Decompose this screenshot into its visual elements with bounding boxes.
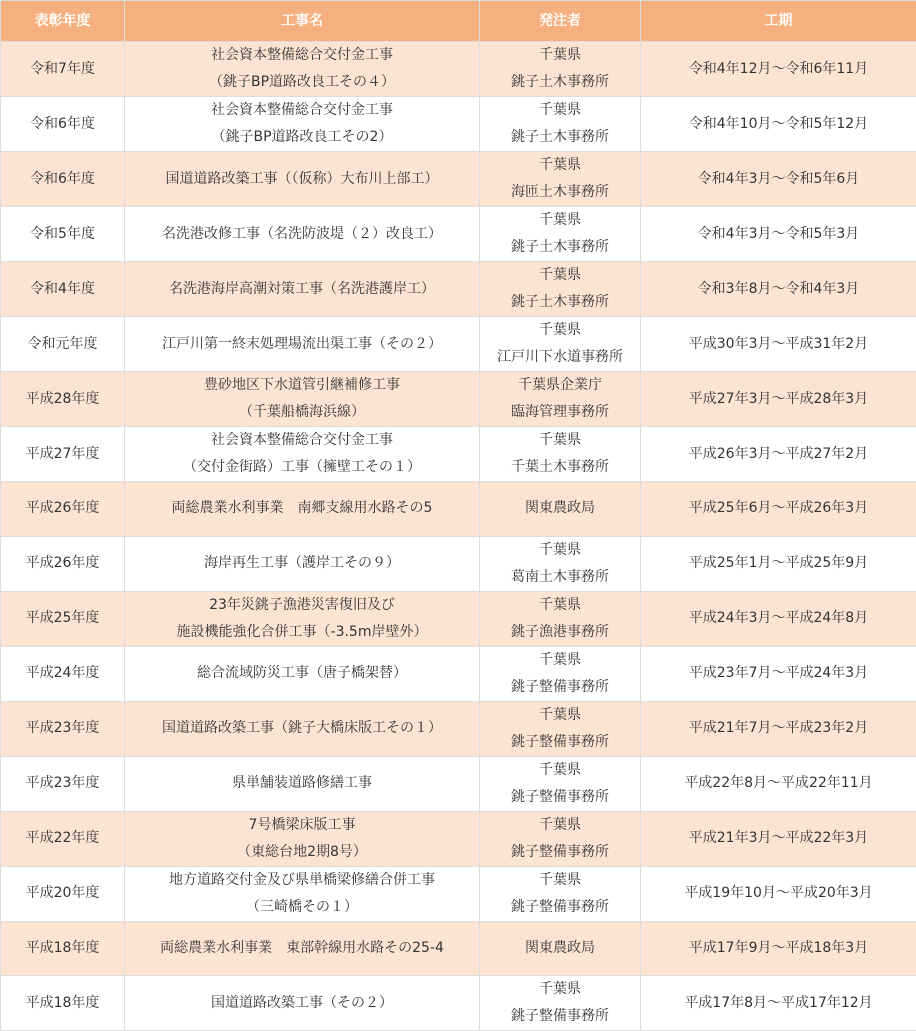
project-name-line: 国道道路改築工事（その２） <box>129 990 475 1017</box>
project-name-line: 両総農業水利事業 南郷支線用水路その5 <box>129 495 475 522</box>
project-name-line: 総合流域防災工事（唐子橋架替） <box>129 660 475 687</box>
project-name-cell <box>125 207 480 262</box>
table-row <box>1 152 916 207</box>
project-name-line: 地方道路交付金及び県単橋梁修繕合併工事 <box>129 867 475 894</box>
project-name-line: 国道道路改築工事（（仮称）大布川上部工） <box>129 166 475 193</box>
table-row <box>1 756 916 811</box>
client-cell <box>480 591 641 646</box>
client-line: 銚子土木事務所 <box>484 234 636 261</box>
project-name-cell <box>125 646 480 701</box>
client-cell <box>480 42 641 97</box>
client-line: 関東農政局 <box>484 495 636 522</box>
table-row <box>1 207 916 262</box>
client-line: 千葉県 <box>484 537 636 564</box>
client-cell <box>480 317 641 372</box>
client-line: 銚子整備事務所 <box>484 894 636 921</box>
client-cell <box>480 152 641 207</box>
client-line: 銚子整備事務所 <box>484 839 636 866</box>
table-row <box>1 427 916 482</box>
project-name-cell <box>125 756 480 811</box>
award-year-cell: 平成20年度 <box>1 866 125 921</box>
award-year-cell: 平成23年度 <box>1 701 125 756</box>
project-name-line: 国道道路改築工事（銚子大橋床版工その１） <box>129 715 475 742</box>
period-cell: 令和4年3月～令和5年3月 <box>641 207 916 262</box>
client-line: 千葉県 <box>484 97 636 124</box>
project-name-cell <box>125 317 480 372</box>
header-row <box>1 1 916 42</box>
client-line: 千葉県 <box>484 427 636 454</box>
project-name-cell <box>125 262 480 317</box>
award-year-cell: 令和5年度 <box>1 207 125 262</box>
client-cell <box>480 536 641 591</box>
award-year-cell: 平成28年度 <box>1 372 125 427</box>
period-cell: 平成23年7月～平成24年3月 <box>641 646 916 701</box>
project-name-cell <box>125 42 480 97</box>
project-name-cell <box>125 921 480 976</box>
award-year-cell: 平成18年度 <box>1 976 125 1031</box>
award-year-cell: 平成27年度 <box>1 427 125 482</box>
project-name-line: （銚子BP道路改良工その2） <box>129 124 475 151</box>
client-line: 銚子整備事務所 <box>484 674 636 701</box>
period-cell: 平成17年9月～平成18年3月 <box>641 921 916 976</box>
period-cell: 平成30年3月～平成31年2月 <box>641 317 916 372</box>
header-year: 表彰年度 <box>1 1 125 42</box>
client-line: 千葉県 <box>484 42 636 69</box>
client-line: 千葉県 <box>484 702 636 729</box>
project-name-line: （銚子BP道路改良工その４） <box>129 69 475 96</box>
client-line: 江戸川下水道事務所 <box>484 344 636 371</box>
project-name-line: 江戸川第一終末処理場流出渠工事（その２） <box>129 331 475 358</box>
project-name-cell <box>125 701 480 756</box>
client-line: 千葉土木事務所 <box>484 454 636 481</box>
project-name-cell <box>125 811 480 866</box>
project-name-cell <box>125 97 480 152</box>
project-name-line: 施設機能強化合併工事（-3.5m岸壁外） <box>129 619 475 646</box>
header-project-name: 工事名 <box>125 1 480 42</box>
project-name-line: 名洗港改修工事（名洗防波堤（２）改良工） <box>129 221 475 248</box>
project-name-cell <box>125 591 480 646</box>
period-cell: 令和4年10月～令和5年12月 <box>641 97 916 152</box>
period-cell: 平成25年1月～平成25年9月 <box>641 536 916 591</box>
client-line: 銚子整備事務所 <box>484 1003 636 1030</box>
project-name-cell <box>125 152 480 207</box>
award-year-cell: 令和6年度 <box>1 97 125 152</box>
client-line: 千葉県 <box>484 152 636 179</box>
client-cell <box>480 921 641 976</box>
client-cell <box>480 207 641 262</box>
client-cell <box>480 866 641 921</box>
client-line: 千葉県 <box>484 867 636 894</box>
client-cell <box>480 262 641 317</box>
client-line: 関東農政局 <box>484 935 636 962</box>
award-year-cell: 平成18年度 <box>1 921 125 976</box>
award-year-cell: 平成22年度 <box>1 811 125 866</box>
table-row <box>1 646 916 701</box>
client-line: 千葉県 <box>484 317 636 344</box>
table-row <box>1 811 916 866</box>
award-year-cell: 平成25年度 <box>1 591 125 646</box>
client-line: 千葉県企業庁 <box>484 372 636 399</box>
table-row <box>1 97 916 152</box>
client-line: 千葉県 <box>484 592 636 619</box>
award-year-cell: 令和元年度 <box>1 317 125 372</box>
client-line: 千葉県 <box>484 812 636 839</box>
client-line: 銚子漁港事務所 <box>484 619 636 646</box>
period-cell: 平成25年6月～平成26年3月 <box>641 482 916 537</box>
project-name-line: 海岸再生工事（護岸工その９） <box>129 550 475 577</box>
client-line: 銚子土木事務所 <box>484 289 636 316</box>
project-name-line: 社会資本整備総合交付金工事 <box>129 97 475 124</box>
table-row <box>1 262 916 317</box>
table-row <box>1 372 916 427</box>
table-row <box>1 701 916 756</box>
period-cell: 平成21年3月～平成22年3月 <box>641 811 916 866</box>
table-row <box>1 591 916 646</box>
award-year-cell: 平成26年度 <box>1 536 125 591</box>
project-name-line: （交付金街路）工事（擁壁工その１） <box>129 454 475 481</box>
table-row <box>1 866 916 921</box>
project-name-line: （千葉船橋海浜線） <box>129 399 475 426</box>
client-line: 千葉県 <box>484 207 636 234</box>
project-name-line: 社会資本整備総合交付金工事 <box>129 427 475 454</box>
client-line: 臨海管理事務所 <box>484 399 636 426</box>
period-cell: 平成26年3月～平成27年2月 <box>641 427 916 482</box>
period-cell: 平成22年8月～平成22年11月 <box>641 756 916 811</box>
client-line: 千葉県 <box>484 757 636 784</box>
header-client: 発注者 <box>480 1 641 42</box>
project-name-line: 社会資本整備総合交付金工事 <box>129 42 475 69</box>
project-name-line: 7号橋梁床版工事 <box>129 812 475 839</box>
table-row <box>1 482 916 537</box>
project-name-line: 名洗港海岸高潮対策工事（名洗港護岸工） <box>129 276 475 303</box>
award-year-cell: 令和4年度 <box>1 262 125 317</box>
client-line: 千葉県 <box>484 262 636 289</box>
client-line: 葛南土木事務所 <box>484 564 636 591</box>
client-cell <box>480 701 641 756</box>
client-cell <box>480 646 641 701</box>
period-cell: 平成24年3月～平成24年8月 <box>641 591 916 646</box>
client-cell <box>480 756 641 811</box>
project-name-cell <box>125 976 480 1031</box>
period-cell: 平成17年8月～平成17年12月 <box>641 976 916 1031</box>
client-line: 銚子土木事務所 <box>484 124 636 151</box>
table-row <box>1 536 916 591</box>
project-name-line: （三崎橋その１） <box>129 894 475 921</box>
table-row <box>1 42 916 97</box>
project-name-cell <box>125 536 480 591</box>
client-cell <box>480 427 641 482</box>
table-row <box>1 976 916 1031</box>
period-cell: 令和4年3月～令和5年6月 <box>641 152 916 207</box>
period-cell: 平成27年3月～平成28年3月 <box>641 372 916 427</box>
table-row <box>1 921 916 976</box>
award-year-cell: 平成26年度 <box>1 482 125 537</box>
project-name-line: 豊砂地区下水道管引継補修工事 <box>129 372 475 399</box>
project-name-line: 23年災銚子漁港災害復旧及び <box>129 592 475 619</box>
client-cell <box>480 976 641 1031</box>
table-row <box>1 317 916 372</box>
client-line: 千葉県 <box>484 976 636 1003</box>
award-year-cell: 令和7年度 <box>1 42 125 97</box>
header-period: 工期 <box>641 1 916 42</box>
period-cell: 令和3年8月～令和4年3月 <box>641 262 916 317</box>
project-name-cell <box>125 427 480 482</box>
award-year-cell: 平成23年度 <box>1 756 125 811</box>
project-name-cell <box>125 482 480 537</box>
award-year-cell: 平成24年度 <box>1 646 125 701</box>
client-cell <box>480 482 641 537</box>
project-name-line: 両総農業水利事業 東部幹線用水路その25-4 <box>129 935 475 962</box>
period-cell: 平成19年10月～平成20年3月 <box>641 866 916 921</box>
period-cell: 平成21年7月～平成23年2月 <box>641 701 916 756</box>
client-line: 銚子整備事務所 <box>484 729 636 756</box>
client-cell <box>480 97 641 152</box>
client-line: 銚子整備事務所 <box>484 784 636 811</box>
project-name-line: 県単舗装道路修繕工事 <box>129 770 475 797</box>
client-cell <box>480 372 641 427</box>
client-line: 銚子土木事務所 <box>484 69 636 96</box>
project-name-cell <box>125 866 480 921</box>
project-name-line: （東総台地2期8号） <box>129 839 475 866</box>
award-year-cell: 令和6年度 <box>1 152 125 207</box>
client-cell <box>480 811 641 866</box>
period-cell: 令和4年12月～令和6年11月 <box>641 42 916 97</box>
client-line: 千葉県 <box>484 647 636 674</box>
project-name-cell <box>125 372 480 427</box>
client-line: 海匝土木事務所 <box>484 179 636 206</box>
